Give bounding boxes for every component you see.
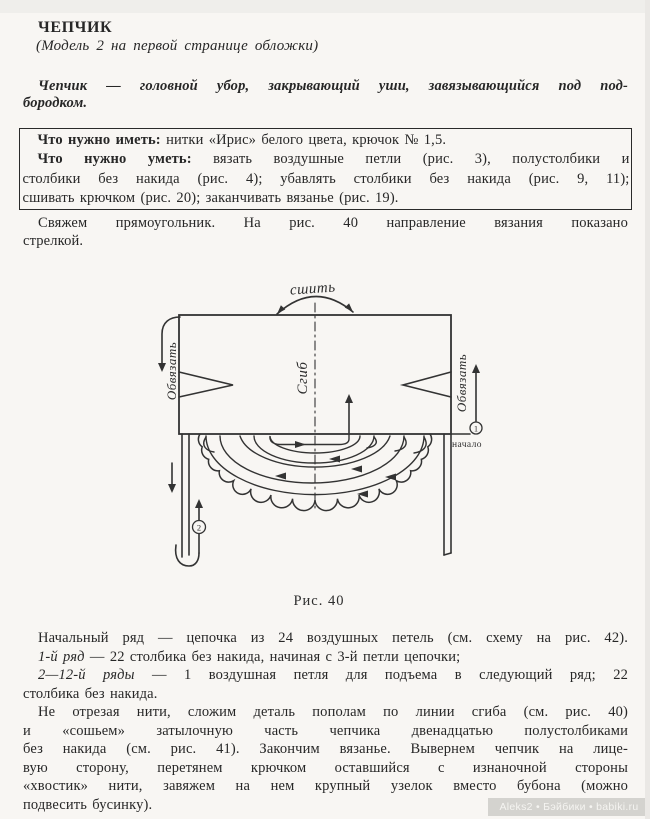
text-line: вую сторону, перетянем крючком оставшийся с изнаночной стороны <box>23 759 628 776</box>
start-label: начало <box>452 440 482 450</box>
text-line: и «сошьем» затылочную часть чепчика двенадцатью полустолбиками <box>23 722 628 739</box>
seam-arrowhead <box>345 303 353 312</box>
text-line: 1-й ряд — 22 столбика без накида, начиная с 3-й петли цепочки; <box>38 648 461 665</box>
text-line: столбики без накида (рис. 4); убавлять столбики без накида (рис. 9, 11); <box>22 170 630 187</box>
text-line: столбика без накида. <box>23 685 158 702</box>
text-line: «хвостик» нити, завяжем на нем крупный узелок вместо бубона (можно <box>23 778 628 795</box>
text-line: Начальный ряд — цепочка из 24 воздушных петель (см. схему на рис. 42). <box>38 630 628 646</box>
seam-arrowhead <box>277 305 285 314</box>
text-line: сшивать крючком (рис. 20); заканчивать вязанье (рис. 19). <box>22 190 399 207</box>
figure-caption: Рис. 40 <box>293 593 345 609</box>
marker-2: 2 <box>196 522 202 533</box>
page-title: ЧЕПЧИК <box>38 19 113 36</box>
row-direction-arrow <box>275 473 286 480</box>
watermark-text: Aleks2 • Бэйбики • babiki.ru <box>499 801 639 813</box>
text-line: стрелкой. <box>23 233 84 249</box>
text-line: бородком. <box>23 95 88 111</box>
edging-arrowhead <box>472 364 480 373</box>
row-direction-arrow <box>295 441 306 448</box>
row-direction-arrow <box>351 466 362 473</box>
marker-1: 1 <box>473 423 479 434</box>
edge-label-left: Обвязать <box>164 341 179 401</box>
arrowheads <box>158 303 480 508</box>
text-line: без накида (см. рис. 41). Закончим вязанье. Вывернем чепчик на лице- <box>23 741 628 758</box>
left-tie-hook <box>176 545 199 566</box>
right-tie-end <box>444 553 451 555</box>
sew-label: сшить <box>289 279 337 299</box>
tie-arrowhead <box>168 484 176 493</box>
text-line: Не отрезая нити, сложим деталь пополам по линии сгиба (см. рис. 40) <box>38 704 628 720</box>
page-subtitle: (Модель 2 на первой странице обложки) <box>36 38 319 54</box>
fold-label: Сгиб <box>295 361 311 395</box>
text-line: подвесить бусинку). <box>23 796 153 813</box>
direction-arrowhead <box>345 394 353 403</box>
text-line: Чепчик — головной убор, закрывающий уши, завязывающийся под под- <box>38 77 628 94</box>
text-line: Свяжем прямоугольник. На рис. 40 направление вязания показано <box>38 214 628 231</box>
text-line: Что нужно уметь: вязать воздушные петли (рис. 3), полустолбики и <box>37 151 630 168</box>
text-line: Что нужно иметь: нитки «Ирис» белого цвета, крючок № 1,5. <box>37 131 447 148</box>
left-dart <box>179 372 233 397</box>
site-watermark <box>488 798 650 816</box>
tie-arrowhead <box>195 499 203 508</box>
rows-paragraph <box>23 629 628 703</box>
edge-label-right: Обвязать <box>454 353 469 413</box>
text-line: 2—12-й ряды — 1 воздушная петля для подъема в следующий ряд; 22 <box>38 667 628 684</box>
right-dart <box>403 372 451 397</box>
